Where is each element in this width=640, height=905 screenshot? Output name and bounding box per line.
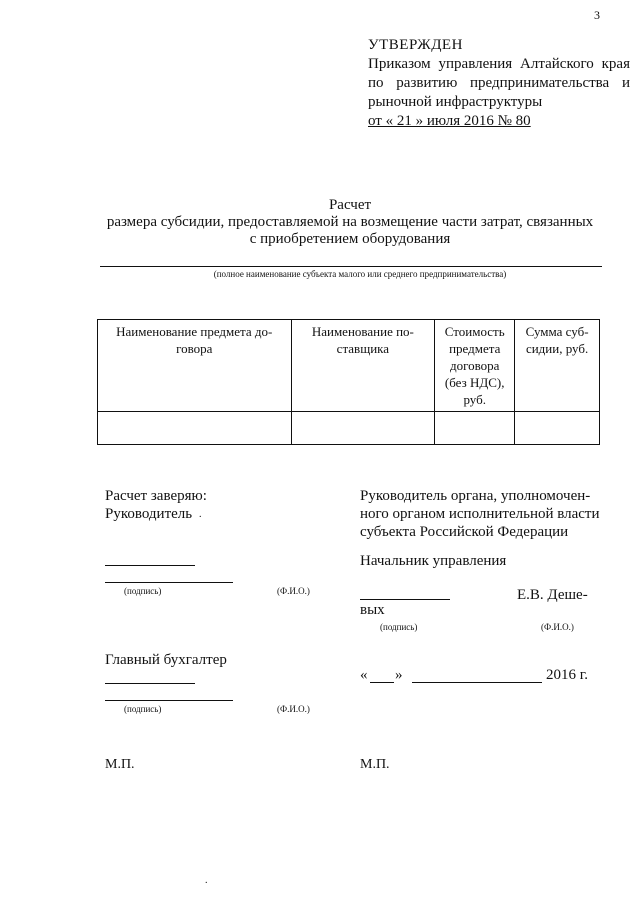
subject-name-line bbox=[100, 266, 602, 267]
col-header-subject: Наименование предмета до-говора bbox=[98, 320, 292, 412]
signature-line bbox=[105, 582, 233, 583]
approval-line-4: от « 21 » июля 2016 № 80 bbox=[368, 113, 531, 129]
position-label: Начальник управления bbox=[360, 553, 507, 569]
seal-mark-right: М.П. bbox=[360, 757, 390, 772]
document-subtitle-2: с приобретением оборудования bbox=[249, 231, 451, 247]
col-header-cost: Стоимость предмета договора (без НДС), руб. bbox=[435, 320, 515, 412]
signature-caption: (подпись) bbox=[380, 622, 418, 632]
seal-mark-left: М.П. bbox=[105, 757, 135, 772]
signature-line bbox=[105, 565, 195, 566]
official-name-cont: вых bbox=[360, 602, 385, 618]
date-open-quote: « bbox=[360, 667, 368, 683]
page-number: 3 bbox=[594, 8, 600, 22]
table-header-row bbox=[98, 320, 600, 412]
name-caption: (Ф.И.О.) bbox=[277, 704, 310, 714]
document-subtitle-1: размера субсидии, предоставляемой на возмещение части затрат, связанных bbox=[106, 214, 594, 230]
date-month-line bbox=[412, 682, 542, 683]
authority-line-1: Руководитель органа, уполномочен- bbox=[360, 488, 591, 504]
footer-dot: . bbox=[205, 875, 208, 886]
authority-line-3: субъекта Российской Федерации bbox=[360, 524, 569, 540]
date-year: 2016 г. bbox=[546, 667, 588, 683]
official-name: Е.В. Деше- bbox=[517, 587, 588, 603]
table-row bbox=[98, 412, 600, 445]
signature-caption: (подпись) bbox=[124, 586, 162, 596]
signature-line bbox=[105, 683, 195, 684]
calculation-table bbox=[97, 319, 600, 445]
col-header-subsidy: Сумма суб-сидии, руб. bbox=[515, 320, 600, 412]
signature-line bbox=[360, 599, 450, 600]
approval-line-2: по развитию предпринимательства и bbox=[368, 75, 630, 91]
signature-line bbox=[105, 700, 233, 701]
certify-label: Расчет заверяю: bbox=[105, 488, 207, 504]
approval-line-1: Приказом управления Алтайского края bbox=[368, 56, 630, 72]
table-cell bbox=[435, 412, 515, 445]
date-day-line bbox=[370, 682, 394, 683]
director-label: Руководитель bbox=[105, 506, 193, 522]
name-caption: (Ф.И.О.) bbox=[277, 586, 310, 596]
table-cell bbox=[515, 412, 600, 445]
authority-line-2: ного органом исполнительной власти bbox=[360, 506, 600, 522]
name-caption: (Ф.И.О.) bbox=[541, 622, 574, 632]
table-cell bbox=[291, 412, 435, 445]
dot-mark: . bbox=[199, 509, 202, 520]
signature-caption: (подпись) bbox=[124, 704, 162, 714]
subject-caption: (полное наименование субъекта малого или среднего предпринимательства) bbox=[213, 269, 507, 279]
approval-block bbox=[368, 36, 630, 131]
accountant-label: Главный бухгалтер bbox=[105, 652, 227, 668]
document-title: Расчет bbox=[328, 197, 372, 213]
table-cell bbox=[98, 412, 292, 445]
date-close-quote: » bbox=[395, 667, 403, 683]
col-header-supplier: Наименование по-ставщика bbox=[291, 320, 435, 412]
approval-heading: УТВЕРЖДЕН bbox=[368, 37, 463, 53]
approval-line-3: рыночной инфраструктуры bbox=[368, 94, 543, 110]
